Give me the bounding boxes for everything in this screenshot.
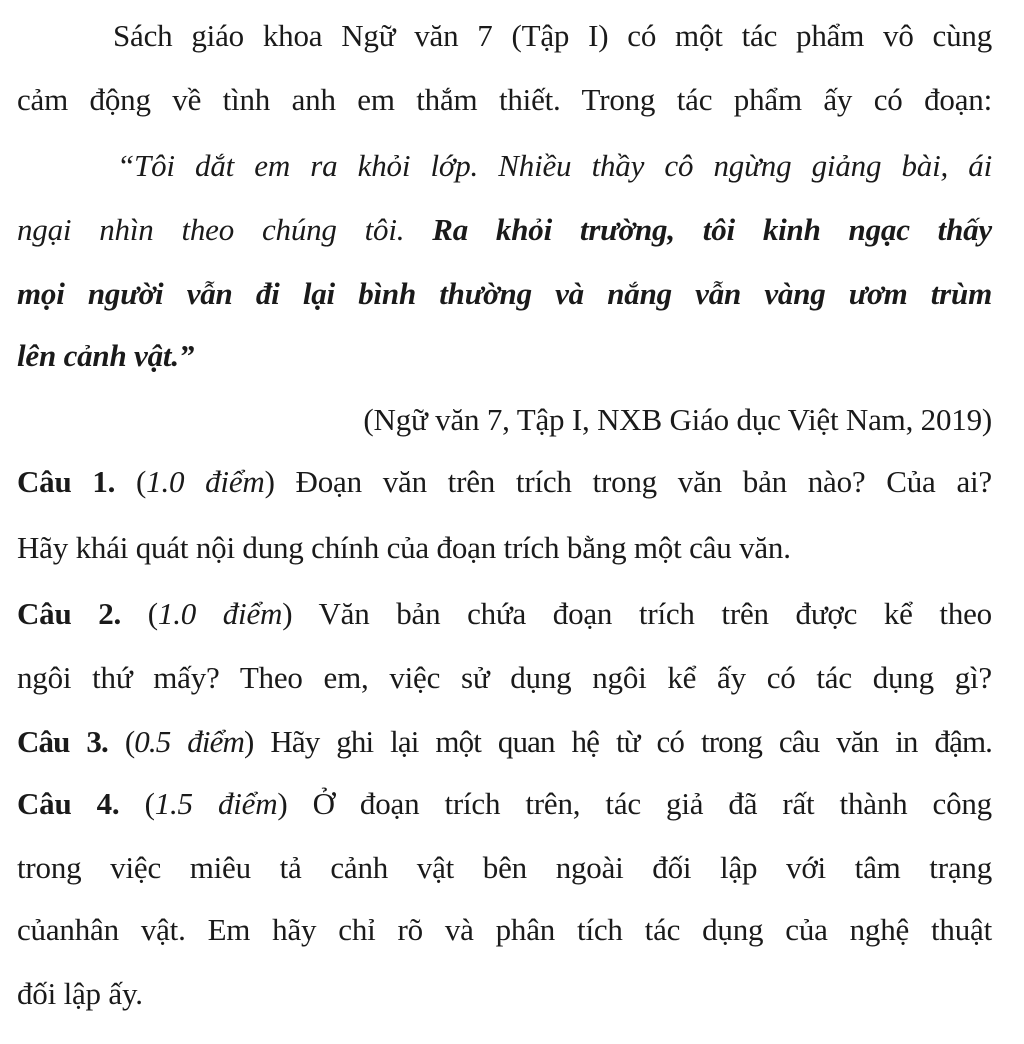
question-1-paren-open: ( bbox=[115, 464, 147, 499]
question-4-paren-open: ( bbox=[119, 786, 155, 821]
question-2-line-2: ngôi thứ mấy? Theo em, việc sử dụng ngôi kể ấy có tác dụng gì? bbox=[17, 660, 992, 695]
question-1-score: 1.0 điểm bbox=[146, 464, 265, 499]
question-3-paren-close: ) bbox=[243, 724, 254, 759]
question-1-line-1 bbox=[17, 462, 992, 502]
source-citation: (Ngữ văn 7, Tập I, NXB Giáo dục Việt Nam, 2019) bbox=[363, 402, 992, 437]
question-1-label: Câu 1. bbox=[17, 464, 116, 499]
question-1-paren-close: ) bbox=[264, 464, 275, 499]
question-1-text: Đoạn văn trên trích trong văn bản nào? Của ai? bbox=[274, 464, 992, 499]
question-3-score: 0.5 điểm bbox=[134, 724, 244, 759]
question-3-label: Câu 3. bbox=[17, 724, 108, 759]
question-4-score: 1.5 điểm bbox=[154, 786, 278, 821]
question-4-text: Ở đoạn trích trên, tác giả đã rất thành công bbox=[287, 786, 992, 821]
question-1-line-2: Hãy khái quát nội dung chính của đoạn trích bằng một câu văn. bbox=[17, 530, 791, 565]
question-3-line-1 bbox=[17, 722, 992, 762]
question-4-label: Câu 4. bbox=[17, 786, 120, 821]
excerpt-line-2 bbox=[17, 210, 992, 250]
intro-line-2: cảm động về tình anh em thắm thiết. Trong tác phẩm ấy có đoạn: bbox=[17, 82, 992, 117]
question-2-paren-close: ) bbox=[282, 596, 293, 631]
question-4-line-3: củanhân vật. Em hãy chỉ rõ và phân tích tác dụng của nghệ thuật bbox=[17, 912, 992, 947]
excerpt-line-2-plain: ngại nhìn theo chúng tôi. bbox=[17, 212, 433, 247]
question-4-line-1 bbox=[17, 784, 992, 824]
excerpt-line-2-bold: Ra khỏi trường, tôi kinh ngạc thấy bbox=[432, 212, 992, 247]
question-2-label: Câu 2. bbox=[17, 596, 122, 631]
excerpt-line-4: lên cảnh vật.” bbox=[17, 338, 195, 373]
excerpt-line-1: “Tôi dắt em ra khỏi lớp. Nhiều thầy cô ngừng giảng bài, ái bbox=[117, 148, 992, 183]
question-3-text: Hãy ghi lại một quan hệ từ có trong câu văn in đậm. bbox=[253, 724, 993, 759]
excerpt-line-3: mọi người vẫn đi lại bình thường và nắng vẫn vàng ươm trùm bbox=[17, 276, 992, 311]
question-4-line-2: trong việc miêu tả cảnh vật bên ngoài đối lập với tâm trạng bbox=[17, 850, 992, 885]
intro-line-1: Sách giáo khoa Ngữ văn 7 (Tập I) có một tác phẩm vô cùng bbox=[113, 18, 992, 53]
question-3-paren-open: ( bbox=[107, 724, 135, 759]
question-4-paren-close: ) bbox=[277, 786, 288, 821]
question-4-line-4: đối lập ấy. bbox=[17, 976, 143, 1011]
question-2-line-1 bbox=[17, 594, 992, 634]
question-2-score: 1.0 điểm bbox=[157, 596, 283, 631]
question-2-text: Văn bản chứa đoạn trích trên được kể theo bbox=[292, 596, 992, 631]
question-2-paren-open: ( bbox=[121, 596, 158, 631]
